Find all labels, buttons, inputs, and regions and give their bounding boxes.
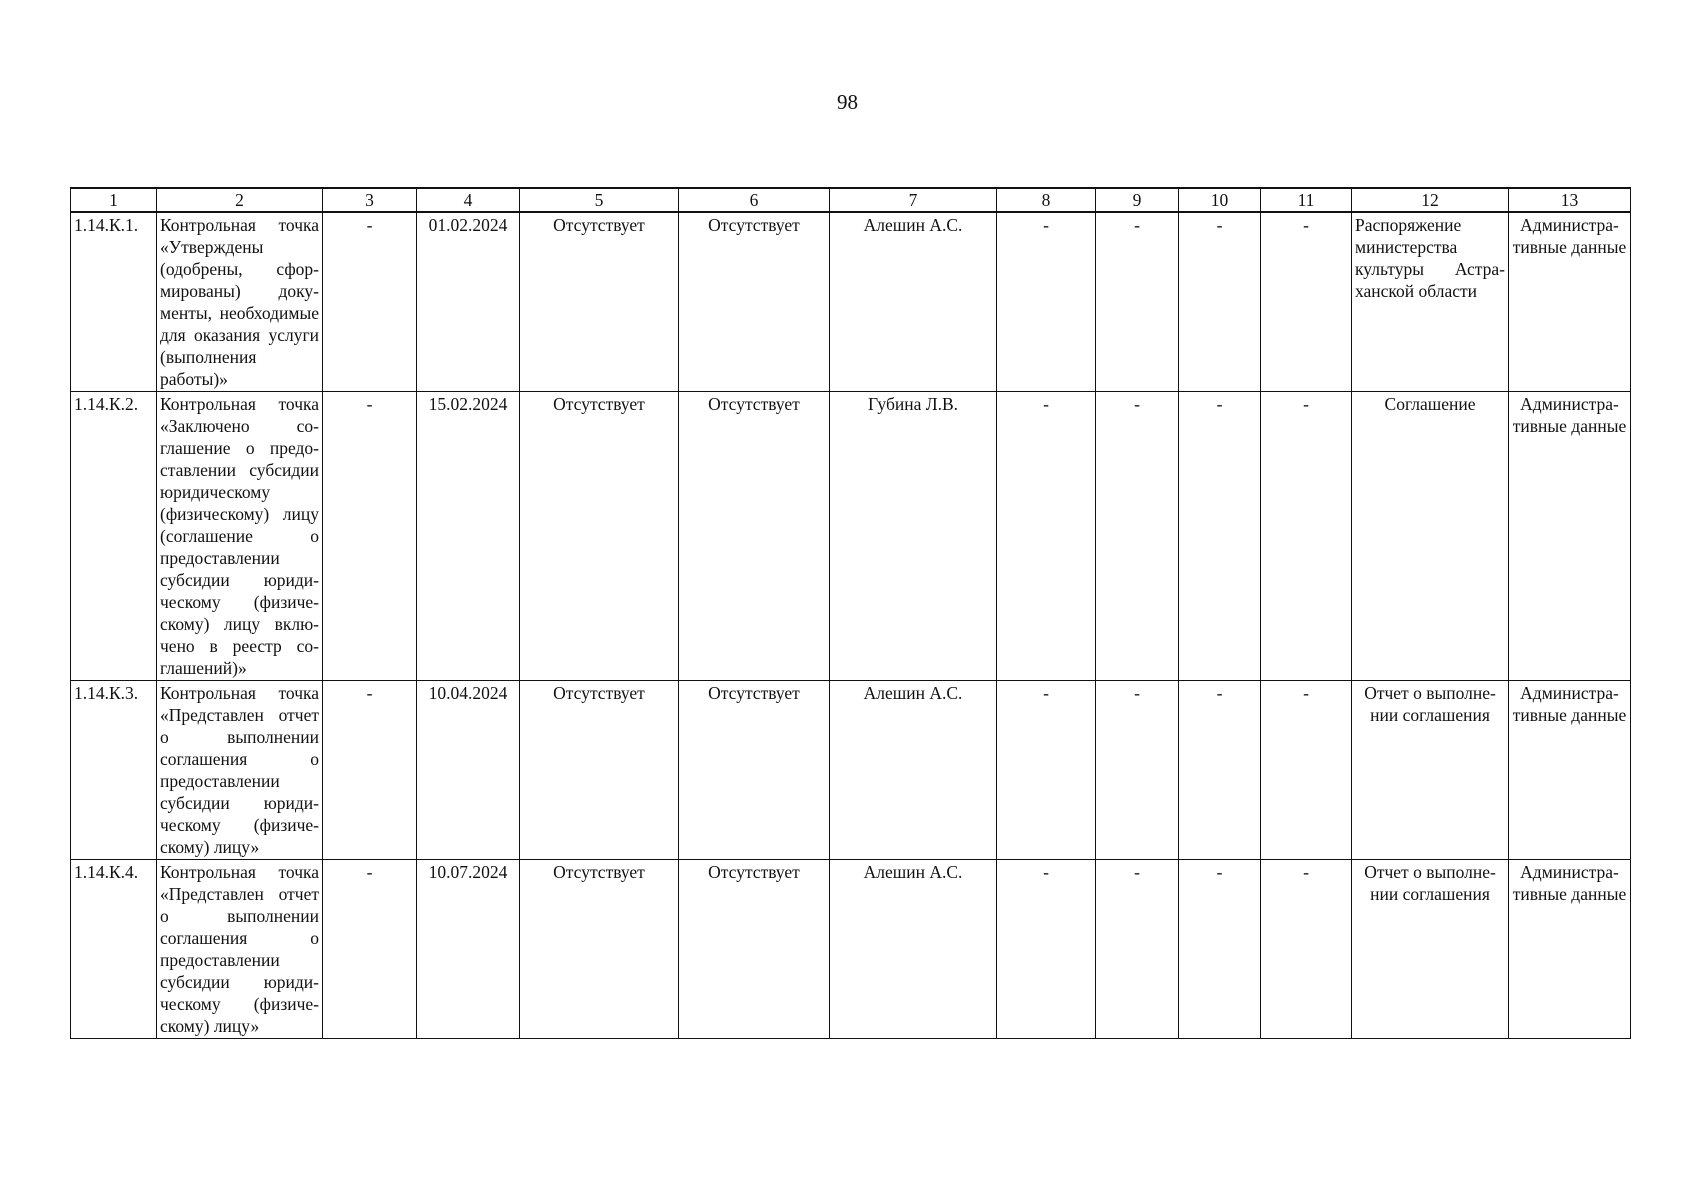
row-id: 1.14.К.4. (71, 860, 157, 1039)
row-col6: Отсутствует (679, 212, 830, 392)
row-id: 1.14.К.1. (71, 212, 157, 392)
row-source: Административные данные (1509, 860, 1631, 1039)
row-responsible: Алешин А.С. (830, 681, 997, 860)
table-row (71, 212, 1631, 392)
row-date: 01.02.2024 (417, 212, 520, 392)
page-number: 98 (837, 90, 858, 114)
row-col9: - (1096, 212, 1179, 392)
column-header: 13 (1509, 188, 1631, 212)
row-responsible: Губина Л.В. (830, 392, 997, 681)
row-col8: - (997, 212, 1096, 392)
column-header: 10 (1179, 188, 1261, 212)
row-col11: - (1261, 860, 1352, 1039)
row-col10: - (1179, 212, 1261, 392)
row-col10: - (1179, 392, 1261, 681)
row-col8: - (997, 681, 1096, 860)
row-date: 10.04.2024 (417, 681, 520, 860)
column-header: 9 (1096, 188, 1179, 212)
table-header-row (71, 188, 1631, 212)
row-col10: - (1179, 860, 1261, 1039)
row-col8: - (997, 392, 1096, 681)
row-document: Распоряжение министерства культуры Астраханской области (1352, 212, 1509, 392)
row-source: Административные данные (1509, 681, 1631, 860)
column-header: 1 (71, 188, 157, 212)
column-header: 12 (1352, 188, 1509, 212)
row-document: Соглашение (1352, 392, 1509, 681)
row-col5: Отсутствует (520, 212, 679, 392)
row-col10: - (1179, 681, 1261, 860)
column-header: 6 (679, 188, 830, 212)
row-col3: - (323, 681, 417, 860)
column-header: 7 (830, 188, 997, 212)
row-description: Контрольная точка «Представлен отчет о выполнении соглашения о предоставлении субсидии юридическому (физическому) лицу» (157, 860, 323, 1039)
row-document: Отчет о выполнении соглашения (1352, 860, 1509, 1039)
row-description: Контрольная точка «Представлен отчет о выполнении соглашения о предоставлении субсидии юридическому (физическому) лицу» (157, 681, 323, 860)
row-description: Контрольная точка «Заключено соглашение о предоставлении субсидии юридическому (физическому) лицу (соглашение о предоставлении субсидии юридическому (физическому) лицу включено в реестр соглашений)» (157, 392, 323, 681)
row-id: 1.14.К.3. (71, 681, 157, 860)
row-col5: Отсутствует (520, 392, 679, 681)
row-col6: Отсутствует (679, 860, 830, 1039)
row-description: Контрольная точка «Утверждены (одобрены, сформированы) документы, необходимые для оказания услуги (выполнения работы)» (157, 212, 323, 392)
row-col9: - (1096, 681, 1179, 860)
column-header: 11 (1261, 188, 1352, 212)
table-row (71, 860, 1631, 1039)
row-col9: - (1096, 392, 1179, 681)
row-col8: - (997, 860, 1096, 1039)
row-col5: Отсутствует (520, 860, 679, 1039)
table-row (71, 392, 1631, 681)
row-date: 15.02.2024 (417, 392, 520, 681)
column-header: 2 (157, 188, 323, 212)
row-col3: - (323, 860, 417, 1039)
row-col5: Отсутствует (520, 681, 679, 860)
row-source: Административные данные (1509, 212, 1631, 392)
row-source: Административные данные (1509, 392, 1631, 681)
row-responsible: Алешин А.С. (830, 212, 997, 392)
row-document: Отчет о выполнении соглашения (1352, 681, 1509, 860)
row-col3: - (323, 392, 417, 681)
row-col11: - (1261, 681, 1352, 860)
column-header: 3 (323, 188, 417, 212)
row-col6: Отсутствует (679, 681, 830, 860)
column-header: 5 (520, 188, 679, 212)
column-header: 4 (417, 188, 520, 212)
table-row (71, 681, 1631, 860)
control-points-table (70, 187, 1631, 1039)
row-col11: - (1261, 392, 1352, 681)
row-col3: - (323, 212, 417, 392)
row-col6: Отсутствует (679, 392, 830, 681)
row-col9: - (1096, 860, 1179, 1039)
row-id: 1.14.К.2. (71, 392, 157, 681)
column-header: 8 (997, 188, 1096, 212)
row-responsible: Алешин А.С. (830, 860, 997, 1039)
row-date: 10.07.2024 (417, 860, 520, 1039)
row-col11: - (1261, 212, 1352, 392)
